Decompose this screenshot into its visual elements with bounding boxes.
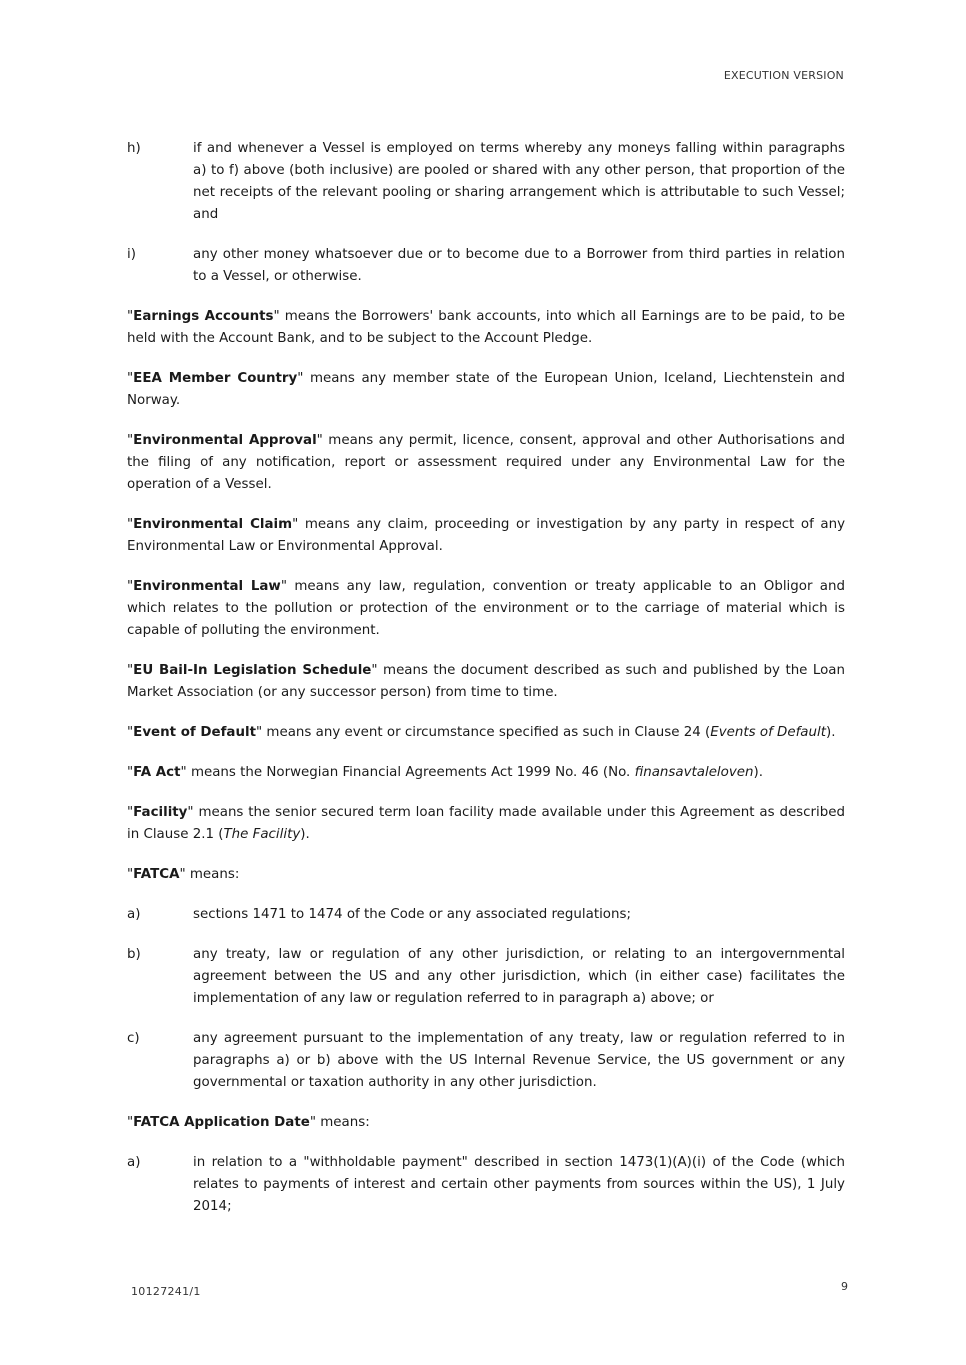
definition-eea-member-country: "EEA Member Country" means any member state of the European Union, Iceland, Liechtenstein and Norway. <box>127 371 845 408</box>
defined-term: EEA Member Country <box>133 371 298 386</box>
list-label: h) <box>127 141 141 156</box>
definition-text: means any claim, proceeding or investigation by any party in respect of any Environmental Law or Environmental Approval. <box>127 517 845 554</box>
list-text: if and whenever a Vessel is employed on terms whereby any moneys falling within paragraphs a) to f) above (both inclusive) are pooled or shared with any other person, that proportion of the net receipts of the relevant pooling or sharing arrangement which is attributable to such Vessel; and <box>193 141 845 222</box>
defined-term: Facility <box>133 805 188 820</box>
execution-version-label: EXECUTION VERSION <box>723 69 844 82</box>
definition-text: means any permit, licence, consent, approval and other Authorisations and the filing of any notification, report or assessment required under any Environmental Law for the operation of a Vessel. <box>127 433 845 492</box>
fatca-date-list-item-a <box>127 1152 845 1218</box>
definition-text-end: ). <box>825 725 836 740</box>
definition-text-end: ). <box>753 765 763 780</box>
defined-term: Environmental Law <box>133 579 281 594</box>
definition-event-of-default: "Event of Default" means any event or circumstance specified as such in Clause 24 (Events of Default). <box>127 725 836 740</box>
definition-environmental-law: "Environmental Law" means any law, regulation, convention or treaty applicable to an Obligor and which relates to the pollution or protection of the environment or to the carriage of material which is capable of polluting the environment. <box>127 579 846 638</box>
list-text: in relation to a "withholdable payment" described in section 1473(1)(A)(i) of the Code (which relates to payments of interest and certain other payments from sources within the US), 1 July 2014; <box>193 1155 845 1214</box>
definition-environmental-claim: "Environmental Claim" means any claim, proceeding or investigation by any party in respect of any Environmental Law or Environmental Approval. <box>127 517 845 554</box>
definition-text: means the senior secured term loan facility made available under this Agreement as described in Clause 2.1 ( <box>127 805 845 842</box>
act-name: finansavtaleloven <box>634 765 754 780</box>
defined-term: FATCA <box>133 867 180 882</box>
defined-term: Event of Default <box>133 725 256 740</box>
list-text: any other money whatsoever due or to become due to a Borrower from third parties in relation to a Vessel, or otherwise. <box>193 247 845 284</box>
list-label: a) <box>127 907 141 922</box>
definition-fatca-application-date: "FATCA Application Date" means: <box>127 1115 370 1130</box>
defined-term: FA Act <box>133 765 181 780</box>
clause-reference: The Facility <box>223 827 301 842</box>
definition-text: means: <box>315 1115 370 1130</box>
definition-text: means: <box>185 867 240 882</box>
definition-fatca: "FATCA" means: <box>127 867 240 882</box>
definition-text: means the Norwegian Financial Agreements Act 1999 No. 46 (No. <box>186 765 635 780</box>
list-text: sections 1471 to 1474 of the Code or any associated regulations; <box>193 907 631 922</box>
list-item-i <box>127 244 845 288</box>
document-reference: 10127241/1 <box>131 1285 201 1298</box>
definition-text-end: ). <box>300 827 310 842</box>
defined-term: Environmental Claim <box>133 517 293 532</box>
definition-text: means any event or circumstance specified as such in Clause 24 ( <box>262 725 711 740</box>
page-number: 9 <box>841 1280 848 1293</box>
definition-facility: "Facility" means the senior secured term loan facility made available under this Agreement as described in Clause 2.1 (The Facility). <box>127 805 845 842</box>
definition-fa-act: "FA Act" means the Norwegian Financial Agreements Act 1999 No. 46 (No. finansavtaleloven). <box>127 765 763 780</box>
document-body <box>127 138 845 1236</box>
defined-term: Earnings Accounts <box>133 309 274 324</box>
definition-text: means any law, regulation, convention or treaty applicable to an Obligor and which relates to the pollution or protection of the environment or to the carriage of material which is capable of polluting the environment. <box>127 579 846 638</box>
definition-earnings-accounts: "Earnings Accounts" means the Borrowers' bank accounts, into which all Earnings are to be paid, to be held with the Account Bank, and to be subject to the Account Pledge. <box>127 309 845 346</box>
list-item-h <box>127 138 845 226</box>
list-label: c) <box>127 1031 140 1046</box>
fatca-list-item-c <box>127 1028 845 1094</box>
clause-reference: Events of Default <box>710 725 826 740</box>
definition-environmental-approval: "Environmental Approval" means any permit, licence, consent, approval and other Authorisations and the filing of any notification, report or assessment required under any Environmental Law for the operation of a Vessel. <box>127 433 845 492</box>
fatca-list-item-b <box>127 944 845 1010</box>
definition-text: means the document described as such and published by the Loan Market Association (or any successor person) from time to time. <box>127 663 845 700</box>
definition-text: means the Borrowers' bank accounts, into which all Earnings are to be paid, to be held with the Account Bank, and to be subject to the Account Pledge. <box>127 309 845 346</box>
list-label: i) <box>127 247 136 262</box>
list-label: b) <box>127 947 141 962</box>
defined-term: EU Bail-In Legislation Schedule <box>133 663 372 678</box>
defined-term: Environmental Approval <box>133 433 317 448</box>
fatca-list-item-a <box>127 904 845 926</box>
defined-term: FATCA Application Date <box>133 1115 310 1130</box>
list-text: any agreement pursuant to the implementation of any treaty, law or regulation referred to in paragraphs a) or b) above with the US Internal Revenue Service, the US government or any governmental or taxation authority in any other jurisdiction. <box>193 1031 845 1090</box>
list-text: any treaty, law or regulation of any other jurisdiction, or relating to an intergovernmental agreement between the US and any other jurisdiction, which (in either case) facilitates the implementation of any law or regulation referred to in paragraph a) above; or <box>193 947 845 1006</box>
definition-eu-bail-in: "EU Bail-In Legislation Schedule" means the document described as such and published by the Loan Market Association (or any successor person) from time to time. <box>127 663 845 700</box>
definition-text: means any member state of the European Union, Iceland, Liechtenstein and Norway. <box>127 371 845 408</box>
list-label: a) <box>127 1155 141 1170</box>
